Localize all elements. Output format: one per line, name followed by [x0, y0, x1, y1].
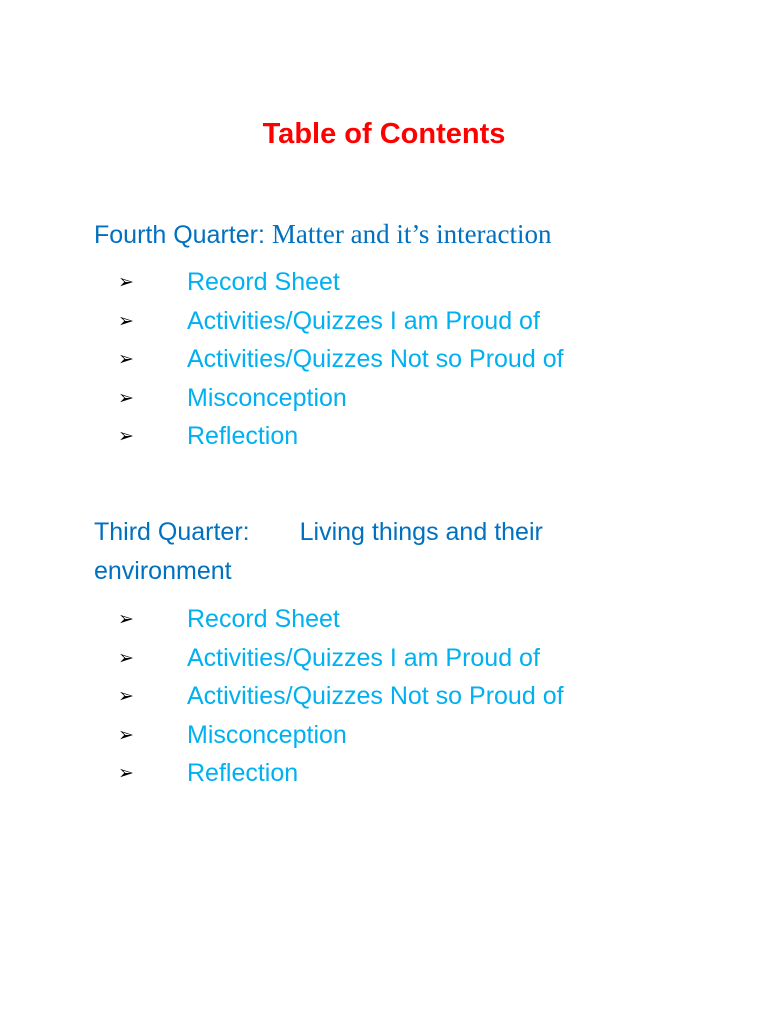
section-heading-prefix: Fourth Quarter:: [94, 221, 272, 249]
list-item-label: Reflection: [187, 759, 299, 787]
section-heading-fourth-quarter: [94, 215, 552, 255]
arrow-bullet-icon: ➢: [118, 309, 134, 332]
third-quarter-list: [0, 600, 700, 793]
fourth-quarter-list: [0, 263, 700, 456]
list-item: [0, 677, 700, 716]
arrow-bullet-icon: ➢: [118, 271, 134, 293]
section-heading-prefix: Third Quarter:: [94, 518, 250, 546]
arrow-bullet-icon: ➢: [118, 646, 134, 669]
list-item-label: Record Sheet: [187, 605, 340, 633]
section-heading-topic: Living things and their: [299, 518, 543, 546]
list-item-label: Reflection: [187, 422, 299, 450]
arrow-bullet-icon: ➢: [118, 762, 134, 784]
list-item-label: Activities/Quizzes I am Proud of: [187, 643, 540, 672]
list-item-label: Activities/Quizzes I am Proud of: [187, 306, 540, 335]
list-item: [0, 379, 700, 418]
list-item: [0, 600, 700, 639]
arrow-bullet-icon: ➢: [118, 386, 134, 409]
list-item: [0, 639, 700, 678]
list-item: [0, 302, 700, 341]
list-item: [0, 754, 700, 793]
list-item: [0, 263, 700, 302]
arrow-bullet-icon: ➢: [118, 608, 134, 630]
page-title: Table of Contents: [262, 118, 506, 150]
list-item: [0, 340, 700, 379]
section-heading-topic: Matter and it’s interaction: [271, 219, 552, 249]
arrow-bullet-icon: ➢: [118, 348, 134, 370]
list-item-label: Activities/Quizzes Not so Proud of: [187, 682, 564, 710]
arrow-bullet-icon: ➢: [118, 685, 134, 707]
section-heading-third-quarter: [94, 513, 543, 552]
list-item: [0, 417, 700, 456]
list-item-label: Misconception: [187, 383, 347, 412]
list-item: [0, 716, 700, 755]
list-item-label: Activities/Quizzes Not so Proud of: [187, 345, 564, 373]
arrow-bullet-icon: ➢: [118, 425, 134, 447]
list-item-label: Record Sheet: [187, 268, 340, 296]
section-heading-continuation: environment: [94, 557, 232, 585]
arrow-bullet-icon: ➢: [118, 723, 134, 746]
list-item-label: Misconception: [187, 720, 347, 749]
